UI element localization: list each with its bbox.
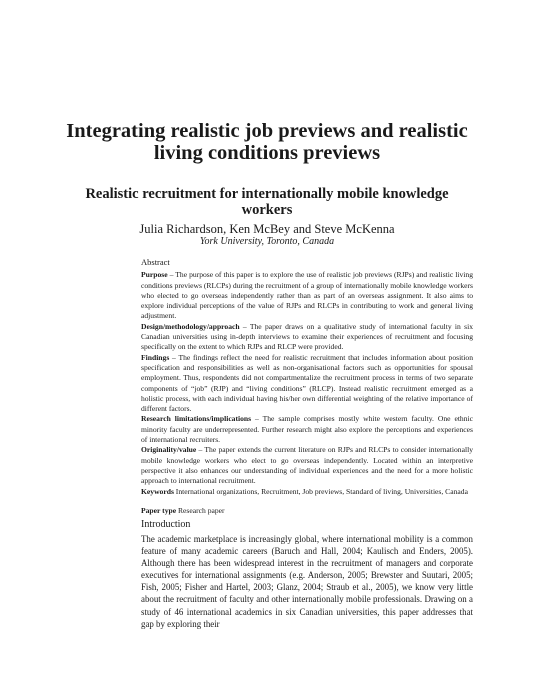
- abstract-purpose: [141, 270, 473, 321]
- limitations-text: – The sample comprises mostly white western faculty. One ethnic minority faculty are underrepresented. Further research might also explore the perceptions and experiences of international recruiters.: [141, 414, 473, 445]
- paper-title: Integrating realistic job previews and realistic living conditions previews: [66, 120, 468, 164]
- abstract-heading: Abstract: [141, 257, 170, 267]
- limitations-label: Research limitations/implications: [141, 414, 252, 424]
- purpose-text: – The purpose of this paper is to explore the use of realistic job previews (RJPs) and realistic living conditions previews (RLCPs) during the recruitment of a group of internationally mobile knowledge workers who elected to go overseas independently rather than as part of an overseas assignment. It also aims to explore individual perceptions of the value of RJPs and RLCPs in contributing to work and general living adjustment.: [141, 270, 473, 321]
- findings-text: – The findings reflect the need for realistic recruitment that includes information about position specification and responsibilities as well as non-organisational factors such as opportunities for spousal employment. Thus, respondents did not compartmentalize the recruitment process in terms of two separate components of “job” (RJP) and “living conditions” (RLCP). Instead realistic recruitment emerged as a holistic process, with each individual having his/her own differential weighting of the relative importance of different factors.: [141, 352, 473, 414]
- abstract-limitations: [141, 414, 473, 445]
- keywords-label: Keywords: [141, 486, 174, 496]
- keywords-text: International organizations, Recruitment, Job previews, Standard of living, Universities, Canada: [173, 486, 468, 496]
- findings-label: Findings: [141, 352, 170, 362]
- abstract-section: [141, 257, 473, 516]
- design-text: – The paper draws on a qualitative study of international faculty in six Canadian universities using in-depth interviews to examine their experiences of recruitment and focusing specifically on the extent to which RJPs and RLCP were provided.: [141, 321, 473, 352]
- paper-subtitle: Realistic recruitment for internationally mobile knowledge workers: [85, 186, 449, 218]
- paper-type-label: Paper type: [141, 505, 177, 515]
- abstract-design: [141, 322, 473, 353]
- author-list: Julia Richardson, Ken McBey and Steve McKenna: [139, 222, 395, 236]
- abstract-keywords: [141, 487, 473, 497]
- paper-type-text: Research paper: [176, 505, 225, 515]
- introduction-body: The academic marketplace is increasingly global, where international mobility is a common feature of many academic careers (Baruch and Hall, 2004; Kaulisch and Enders, 2005). Although there has been widespread interest in the recruitment of managers and corporate executives for international assignments (e.g. Anderson, 2005; Brewster and Suutari, 2005; Fish, 2005; Fisher and Hartel, 2003; Glanz, 2004; Straub et al., 2005), we know very little about the recruitment of faculty and other internationally mobile professionals. Drawing on a study of 46 international academics in six Canadian universities, this paper addresses that gap by exploring their: [141, 534, 473, 629]
- abstract-originality: [141, 445, 473, 486]
- abstract-paper-type: [141, 506, 473, 516]
- author-affiliation: York University, Toronto, Canada: [199, 236, 335, 247]
- abstract-findings: [141, 353, 473, 415]
- design-label: Design/methodology/approach: [141, 321, 240, 331]
- introduction-heading: Introduction: [141, 519, 191, 530]
- originality-label: Originality/value: [141, 445, 197, 455]
- originality-text: – The paper extends the current literature on RJPs and RLCPs to consider internationally mobile knowledge workers who elect to go overseas independently. Located within an interpretive perspective it also enhances our understanding of individual experiences and the need for a more holistic approach to international recruitment.: [141, 445, 473, 486]
- purpose-label: Purpose: [141, 270, 168, 280]
